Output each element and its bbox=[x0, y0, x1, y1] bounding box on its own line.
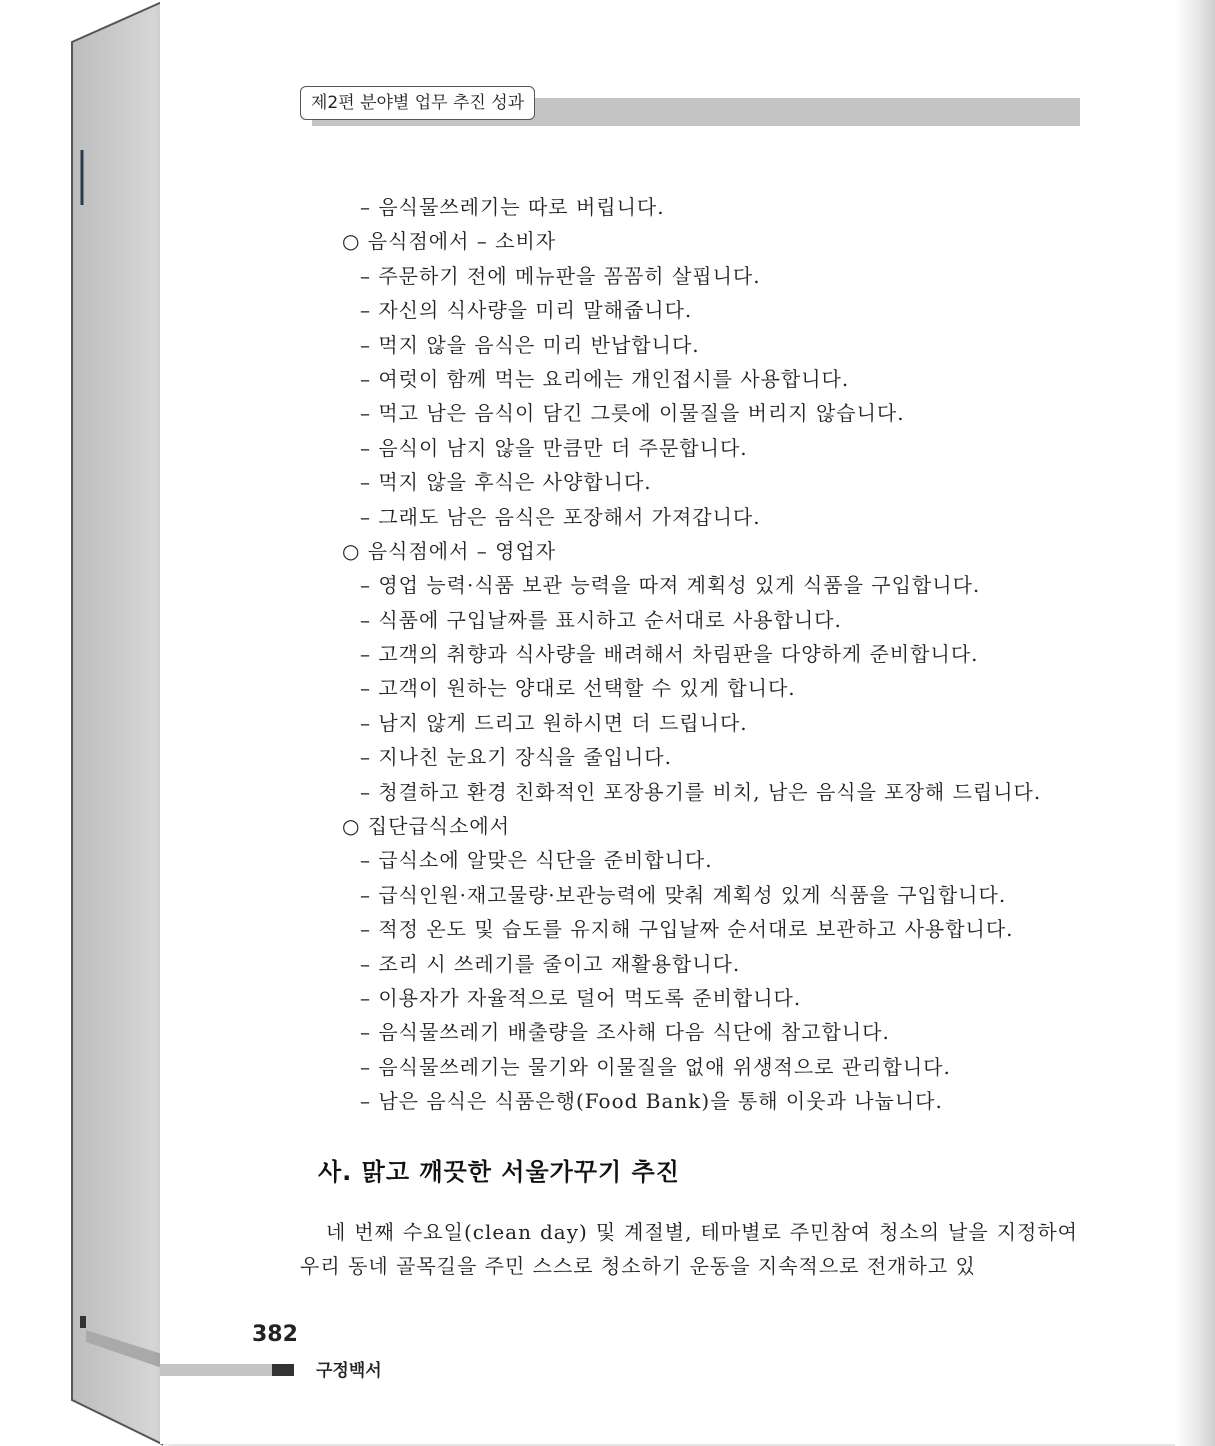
list-item: – 청결하고 환경 친화적인 포장용기를 비치, 남은 음식을 포장해 드립니다. bbox=[360, 779, 1042, 804]
list-item: – 급식인원·재고물량·보관능력에 맞춰 계획성 있게 식품을 구입합니다. bbox=[360, 882, 1007, 907]
list-heading: ○ 음식점에서 – 소비자 bbox=[342, 229, 557, 254]
page-number: 382 bbox=[252, 1322, 298, 1347]
list-item: – 식품에 구입날짜를 표시하고 순서대로 사용합니다. bbox=[360, 607, 842, 632]
list-content bbox=[300, 190, 1080, 1119]
list-item: – 적정 온도 및 습도를 유지해 구입날짜 순서대로 보관하고 사용합니다. bbox=[360, 917, 1014, 942]
list-item: – 먹지 않을 음식은 미리 반납합니다. bbox=[360, 332, 700, 357]
page-edge bbox=[1175, 0, 1215, 1446]
list-item: – 이용자가 자율적으로 덜어 먹도록 준비합니다. bbox=[360, 985, 802, 1010]
book-title: 구정백서 bbox=[316, 1361, 382, 1381]
list-item: – 여럿이 함께 먹는 요리에는 개인접시를 사용합니다. bbox=[360, 366, 850, 391]
list-item: – 고객의 취향과 식사량을 배려해서 차림판을 다양하게 준비합니다. bbox=[360, 642, 979, 667]
list-item: – 영업 능력·식품 보관 능력을 따져 계획성 있게 식품을 구입합니다. bbox=[360, 573, 981, 598]
list-item: – 주문하기 전에 메뉴판을 꼼꼼히 살핍니다. bbox=[360, 263, 761, 288]
list-item: – 지나친 눈요기 장식을 줄입니다. bbox=[360, 745, 672, 770]
section-paragraph bbox=[300, 1215, 1078, 1283]
list-item: – 자신의 식사량을 미리 말해줍니다. bbox=[360, 298, 693, 323]
section-title: 사. 맑고 깨끗한 서울가꾸기 추진 bbox=[318, 1158, 680, 1186]
list-item: – 급식소에 알맞은 식단을 준비합니다. bbox=[360, 848, 713, 873]
list-item: – 고객이 원하는 양대로 선택할 수 있게 합니다. bbox=[360, 676, 796, 701]
list-item: – 먹고 남은 음식이 담긴 그릇에 이물질을 버리지 않습니다. bbox=[360, 401, 905, 426]
list-item: – 음식이 남지 않을 만큼만 더 주문합니다. bbox=[360, 435, 748, 460]
list-heading: ○ 음식점에서 – 영업자 bbox=[342, 538, 557, 563]
footer-bar-end bbox=[272, 1364, 294, 1376]
chapter-header: 제2편 분야별 업무 추진 성과 bbox=[300, 86, 535, 120]
list-item: – 그래도 남은 음식은 포장해서 가져갑니다. bbox=[360, 504, 761, 529]
list-item: – 음식물쓰레기는 따로 버립니다. bbox=[360, 195, 665, 219]
list-heading: ○ 집단급식소에서 bbox=[342, 814, 511, 839]
list-item: – 먹지 않을 후식은 사양합니다. bbox=[360, 470, 652, 495]
list-item: – 남지 않게 드리고 원하시면 더 드립니다. bbox=[360, 710, 748, 735]
list-item: – 음식물쓰레기 배출량을 조사해 다음 식단에 참고합니다. bbox=[360, 1020, 890, 1045]
list-item: – 남은 음식은 식품은행(Food Bank)을 통해 이웃과 나눕니다. bbox=[360, 1089, 943, 1114]
paragraph-text: 네 번째 수요일(clean day) 및 계절별, 테마별로 주민참여 청소의 날을 지정하여 우리 동네 골목길을 주민 스스로 청소하기 운동을 지속적으로 전개하고 있 bbox=[300, 1220, 1078, 1278]
list-item: – 조리 시 쓰레기를 줄이고 재활용합니다. bbox=[360, 951, 741, 976]
list-item: – 음식물쓰레기는 물기와 이물질을 없애 위생적으로 관리합니다. bbox=[360, 1054, 951, 1079]
book-spine bbox=[0, 0, 170, 1446]
